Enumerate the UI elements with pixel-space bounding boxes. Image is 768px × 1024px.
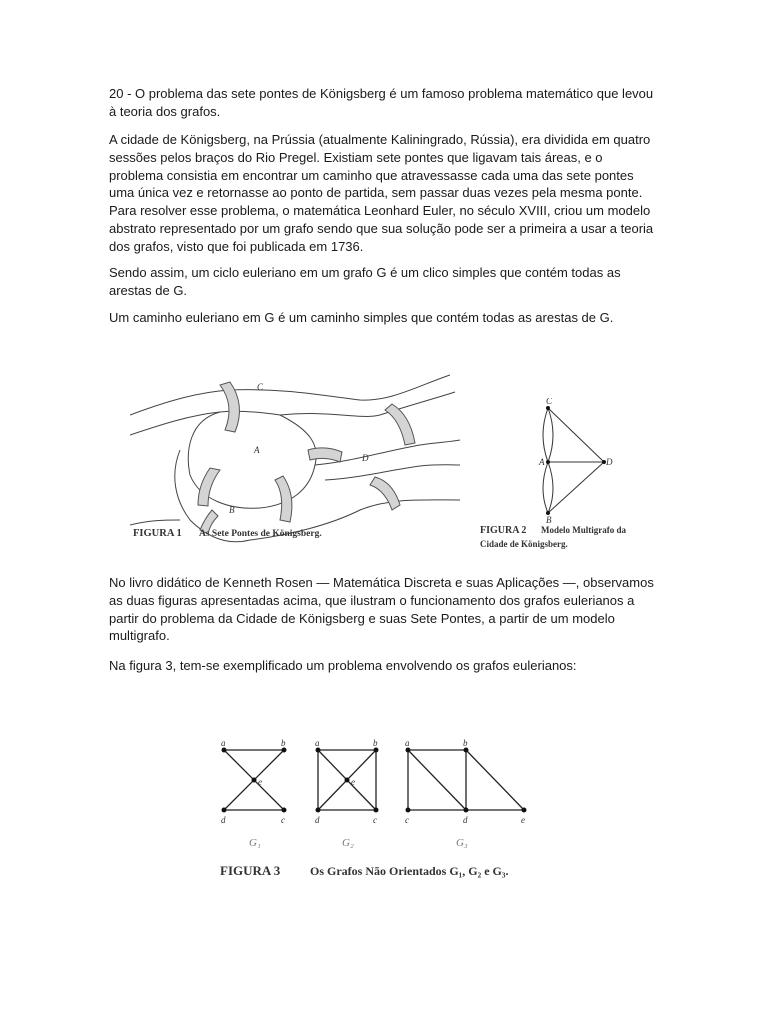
- graph-g1: [221, 738, 287, 849]
- vertex-a-label: A: [539, 457, 545, 467]
- g2-vertex-a: a: [315, 738, 320, 748]
- vertex-d-label: D: [606, 457, 613, 467]
- g1-name: G₁: [249, 837, 261, 849]
- graph-g2: [315, 738, 379, 849]
- g3-name: G₃: [456, 837, 468, 849]
- river-banks: [130, 375, 460, 542]
- multigraph-vertices: [546, 406, 606, 515]
- g1-vertex-a: a: [221, 738, 226, 748]
- region-c-label: C: [257, 382, 264, 392]
- paragraph-history: A cidade de Königsberg, na Prússia (atualmente Kaliningrado, Rússia), era dividida em quatro sessões pelos braços do Rio Pregel. Existiam sete pontes que ligavam tais áreas, e o problema consistia em encontrar um caminho que atravessasse cada uma das sete pontes uma única vez e retornasse ao ponto de partida, sem passar duas vezes pela mesma ponte. Para resolver esse problema, o matemática Leonhard Euler, no século XVIII, criou um modelo abstrato representado por um grafo sendo que sua solução pode ser a primeira a usar a teoria dos grafos, visto que foi publicada em 1736.: [109, 132, 654, 254]
- paragraph-figure-3-intro: Na figura 3, tem-se exemplificado um problema envolvendo os grafos eulerianos:: [109, 658, 577, 673]
- graph-g3: [405, 738, 527, 849]
- figure-2-caption-num: FIGURA 2: [480, 525, 527, 536]
- figure-1-caption-text: As Sete Pontes de Königsberg.: [199, 529, 322, 539]
- figure-3-caption-text: Os Grafos Não Orientados G₁, G₂ e G₃.: [310, 864, 509, 878]
- g3-vertex-d: d: [463, 815, 468, 825]
- bridge-a-left: [198, 468, 220, 506]
- paragraph-euler-path: Um caminho euleriano em G é um caminho simples que contém todas as arestas de G.: [109, 310, 614, 325]
- bridge-d-center: [308, 448, 342, 462]
- figure-2-caption-text: Modelo Multigrafo da: [541, 525, 626, 535]
- g3-vertex-e: e: [521, 815, 525, 825]
- vertex-c-label: C: [546, 398, 553, 406]
- figure-3-undirected-graphs: [212, 738, 562, 883]
- figure-2-multigraph: [478, 398, 653, 553]
- g1-vertex-d: d: [221, 815, 226, 825]
- multigraph-edges: [543, 408, 604, 513]
- bridge-c-right: [385, 404, 415, 445]
- paragraph-rosen: No livro didático de Kenneth Rosen — Matemática Discreta e suas Aplicações —, observamos as duas figuras apresentadas acima, que ilustram o funcionamento dos grafos eulerianos a partir do problema da Cidade de Königsberg e suas Sete Pontes, a partir de um modelo multigrafo.: [109, 575, 654, 644]
- region-d-label: D: [362, 453, 369, 463]
- figure-2-caption-line2: Cidade de Königsberg.: [480, 539, 568, 549]
- g3-vertex-a: a: [405, 738, 410, 748]
- g1-vertex-c: c: [281, 815, 285, 825]
- g2-vertex-e: e: [351, 777, 355, 787]
- g3-vertex-b: b: [463, 738, 468, 748]
- g1-vertex-b: b: [281, 738, 286, 748]
- bridge-a-bottom: [275, 476, 292, 522]
- g2-name: G₂: [342, 837, 354, 849]
- g2-vertex-c: c: [373, 815, 377, 825]
- paragraph-euler-cycle: Sendo assim, um ciclo euleriano em um grafo G é um clico simples que contém todas as arestas de G.: [109, 265, 621, 298]
- g3-vertex-c: c: [405, 815, 409, 825]
- region-b-label: B: [229, 505, 235, 515]
- vertex-b-label: B: [546, 515, 552, 525]
- figure-3-caption-num: FIGURA 3: [220, 863, 281, 878]
- g2-vertex-b: b: [373, 738, 378, 748]
- figure-1-caption-num: FIGURA 1: [133, 528, 182, 539]
- g2-vertex-d: d: [315, 815, 320, 825]
- figure-1-konigsberg-bridges: [130, 370, 460, 550]
- paragraph-intro: 20 - O problema das sete pontes de Königsberg é um famoso problema matemático que levou à teoria dos grafos.: [109, 86, 654, 119]
- region-a-label: A: [254, 445, 260, 455]
- g1-vertex-e: e: [258, 777, 262, 787]
